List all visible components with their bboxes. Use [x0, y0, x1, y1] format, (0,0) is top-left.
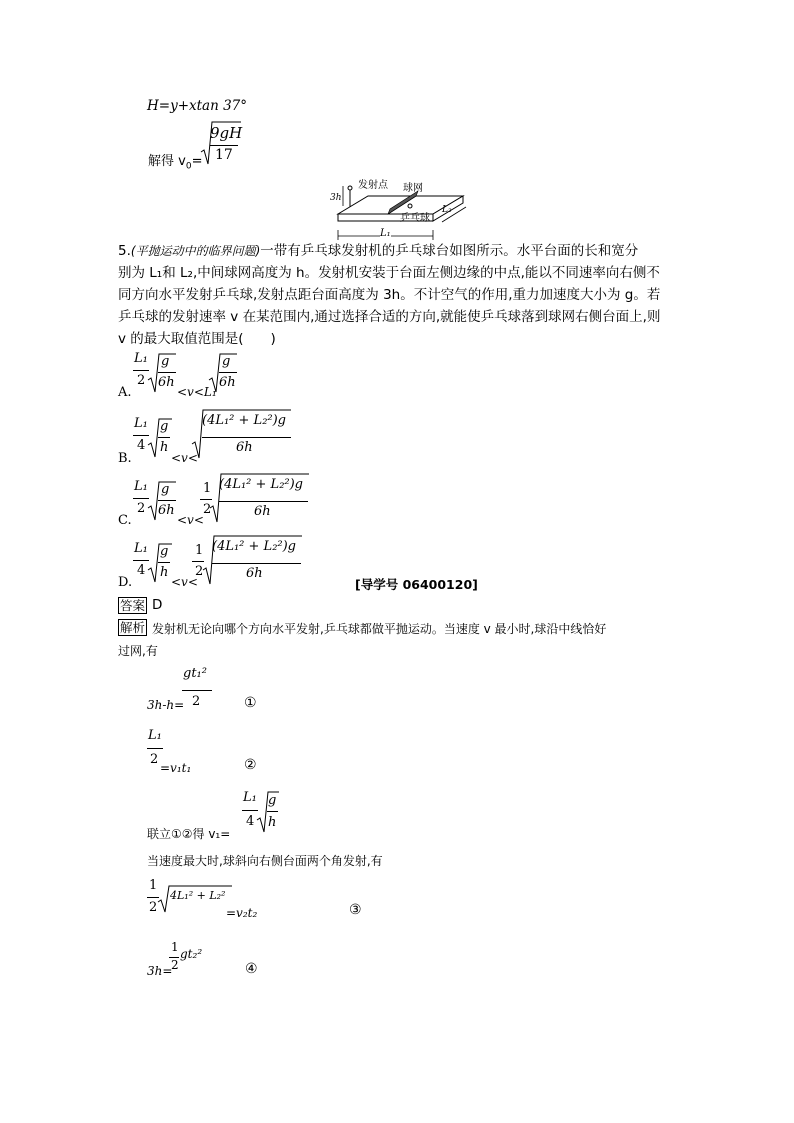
eq2-num: L₁: [148, 728, 162, 743]
hi-coef-num: 1: [203, 481, 212, 496]
mid: <v<: [177, 513, 204, 527]
option-letter: B.: [118, 451, 132, 466]
label-L1: L₁: [380, 228, 391, 239]
eq5-tail: gt₂²: [180, 947, 203, 961]
eq2-mark: ②: [244, 757, 257, 773]
hi-coef-den: 2: [195, 564, 204, 579]
eq3-den: 4: [246, 814, 255, 829]
lo-num: L₁: [134, 351, 148, 366]
solve-eq: =: [191, 154, 203, 169]
ping-pong-table-figure: [328, 176, 468, 244]
eq5-num: 1: [171, 940, 179, 954]
lo-rad-den: h: [160, 440, 169, 455]
analysis-line-2: 过网,有: [118, 644, 158, 658]
lo-den: 4: [137, 563, 146, 578]
question-line-4: 乒乓球的发射速率 v 在某范围内,通过选择合适的方向,就能使乒乓球落到球网右侧台面上,则: [118, 309, 661, 325]
hi-rad-num: g: [222, 354, 231, 369]
eq4-coef-den: 2: [149, 900, 158, 915]
question-text-1: 一带有乒乓球发射机的乒乓球台如图所示。水平台面的长和宽分: [260, 243, 639, 259]
question-line-2: 别为 L₁和 L₂,中间球网高度为 h。发射机安装于台面左侧边缘的中点,能以不同速率向右侧不: [118, 265, 660, 281]
eq4-coef-num: 1: [149, 878, 158, 893]
question-number: 5.: [118, 243, 131, 259]
solve-num: 9gH: [210, 124, 243, 142]
answer-value: D: [152, 597, 163, 613]
eq3-left: 联立①②得 v₁=: [147, 827, 231, 841]
reference-number: [导学号 06400120]: [355, 577, 478, 592]
label-launch-point: 发射点: [358, 180, 388, 191]
eq5-left: 3h=: [147, 964, 173, 978]
label-L2: L₂: [442, 205, 452, 215]
answer-tag: 答案: [120, 598, 146, 613]
eq3-rad-num: g: [268, 793, 277, 808]
eq4-right: =v₂t₂: [226, 906, 258, 920]
eq5-mark: ④: [245, 961, 258, 977]
hi-coef-den: 2: [203, 502, 212, 517]
option-letter: D.: [118, 575, 133, 590]
lo-rad-num: g: [160, 419, 169, 434]
hi-rad-den: 6h: [246, 566, 263, 581]
hi-rad-num: (4L₁² + L₂²)g: [212, 539, 297, 554]
eq2-den: 2: [150, 752, 159, 767]
lo-den: 4: [137, 438, 146, 453]
analysis-line-1: 发射机无论向哪个方向水平发射,乒乓球都做平抛运动。当速度 v 最小时,球沿中线恰好: [152, 622, 607, 636]
eq1-num: gt₁²: [183, 666, 207, 681]
lo-rad-den: 6h: [158, 375, 175, 390]
lo-rad-den: 6h: [158, 503, 175, 518]
eq4-mark: ③: [349, 902, 362, 918]
eq3-rad-den: h: [268, 815, 277, 830]
question-topic: (平抛运动中的临界问题): [130, 244, 261, 258]
label-3h: 3h: [330, 193, 342, 203]
eq1-mark: ①: [244, 695, 257, 711]
mid: <v<: [171, 451, 198, 465]
option-letter: A.: [118, 385, 132, 400]
analysis-line-3: 当速度最大时,球斜向右侧台面两个角发射,有: [147, 854, 383, 868]
eq3-num: L₁: [243, 790, 257, 805]
hi-rad-den: 6h: [236, 440, 253, 455]
solve-den: 17: [215, 147, 233, 163]
hi-rad-den: 6h: [219, 375, 236, 390]
lo-rad-num: g: [161, 354, 170, 369]
lo-num: L₁: [134, 416, 148, 431]
hi-coef-num: 1: [195, 543, 204, 558]
question-line-5: v 的最大取值范围是( ): [118, 331, 276, 347]
eq1-left: 3h-h=: [147, 698, 185, 712]
label-net: 球网: [403, 183, 423, 194]
equation-h: H=y+xtan 37°: [147, 98, 248, 114]
eq2-right: =v₁t₁: [160, 761, 192, 775]
hi-rad-num: (4L₁² + L₂²)g: [202, 413, 287, 428]
question-line-1: [118, 241, 638, 262]
option-letter: C.: [118, 513, 132, 528]
lo-rad-num: g: [160, 544, 169, 559]
analysis-tag: 解析: [120, 620, 146, 635]
label-ball: 乒乓球: [400, 213, 430, 224]
lo-num: L₁: [134, 479, 148, 494]
mid: <v<L₁: [177, 385, 217, 399]
solve-sub: 0: [185, 161, 192, 172]
lo-num: L₁: [134, 541, 148, 556]
eq5-den: 2: [171, 958, 179, 972]
eq1-den: 2: [192, 694, 201, 709]
lo-den: 2: [137, 373, 146, 388]
hi-rad-num: (4L₁² + L₂²)g: [219, 477, 304, 492]
mid: <v<: [171, 575, 198, 589]
eq4-rad: 4L₁² + L₂²: [170, 889, 226, 902]
solve-prefix: 解得 v: [148, 154, 186, 169]
lo-den: 2: [137, 501, 146, 516]
hi-rad-den: 6h: [254, 504, 271, 519]
lo-rad-num: g: [161, 482, 170, 497]
lo-rad-den: h: [160, 565, 169, 580]
question-line-3: 同方向水平发射乒乓球,发射点距台面高度为 3h。不计空气的作用,重力加速度大小为 g。若: [118, 287, 661, 303]
